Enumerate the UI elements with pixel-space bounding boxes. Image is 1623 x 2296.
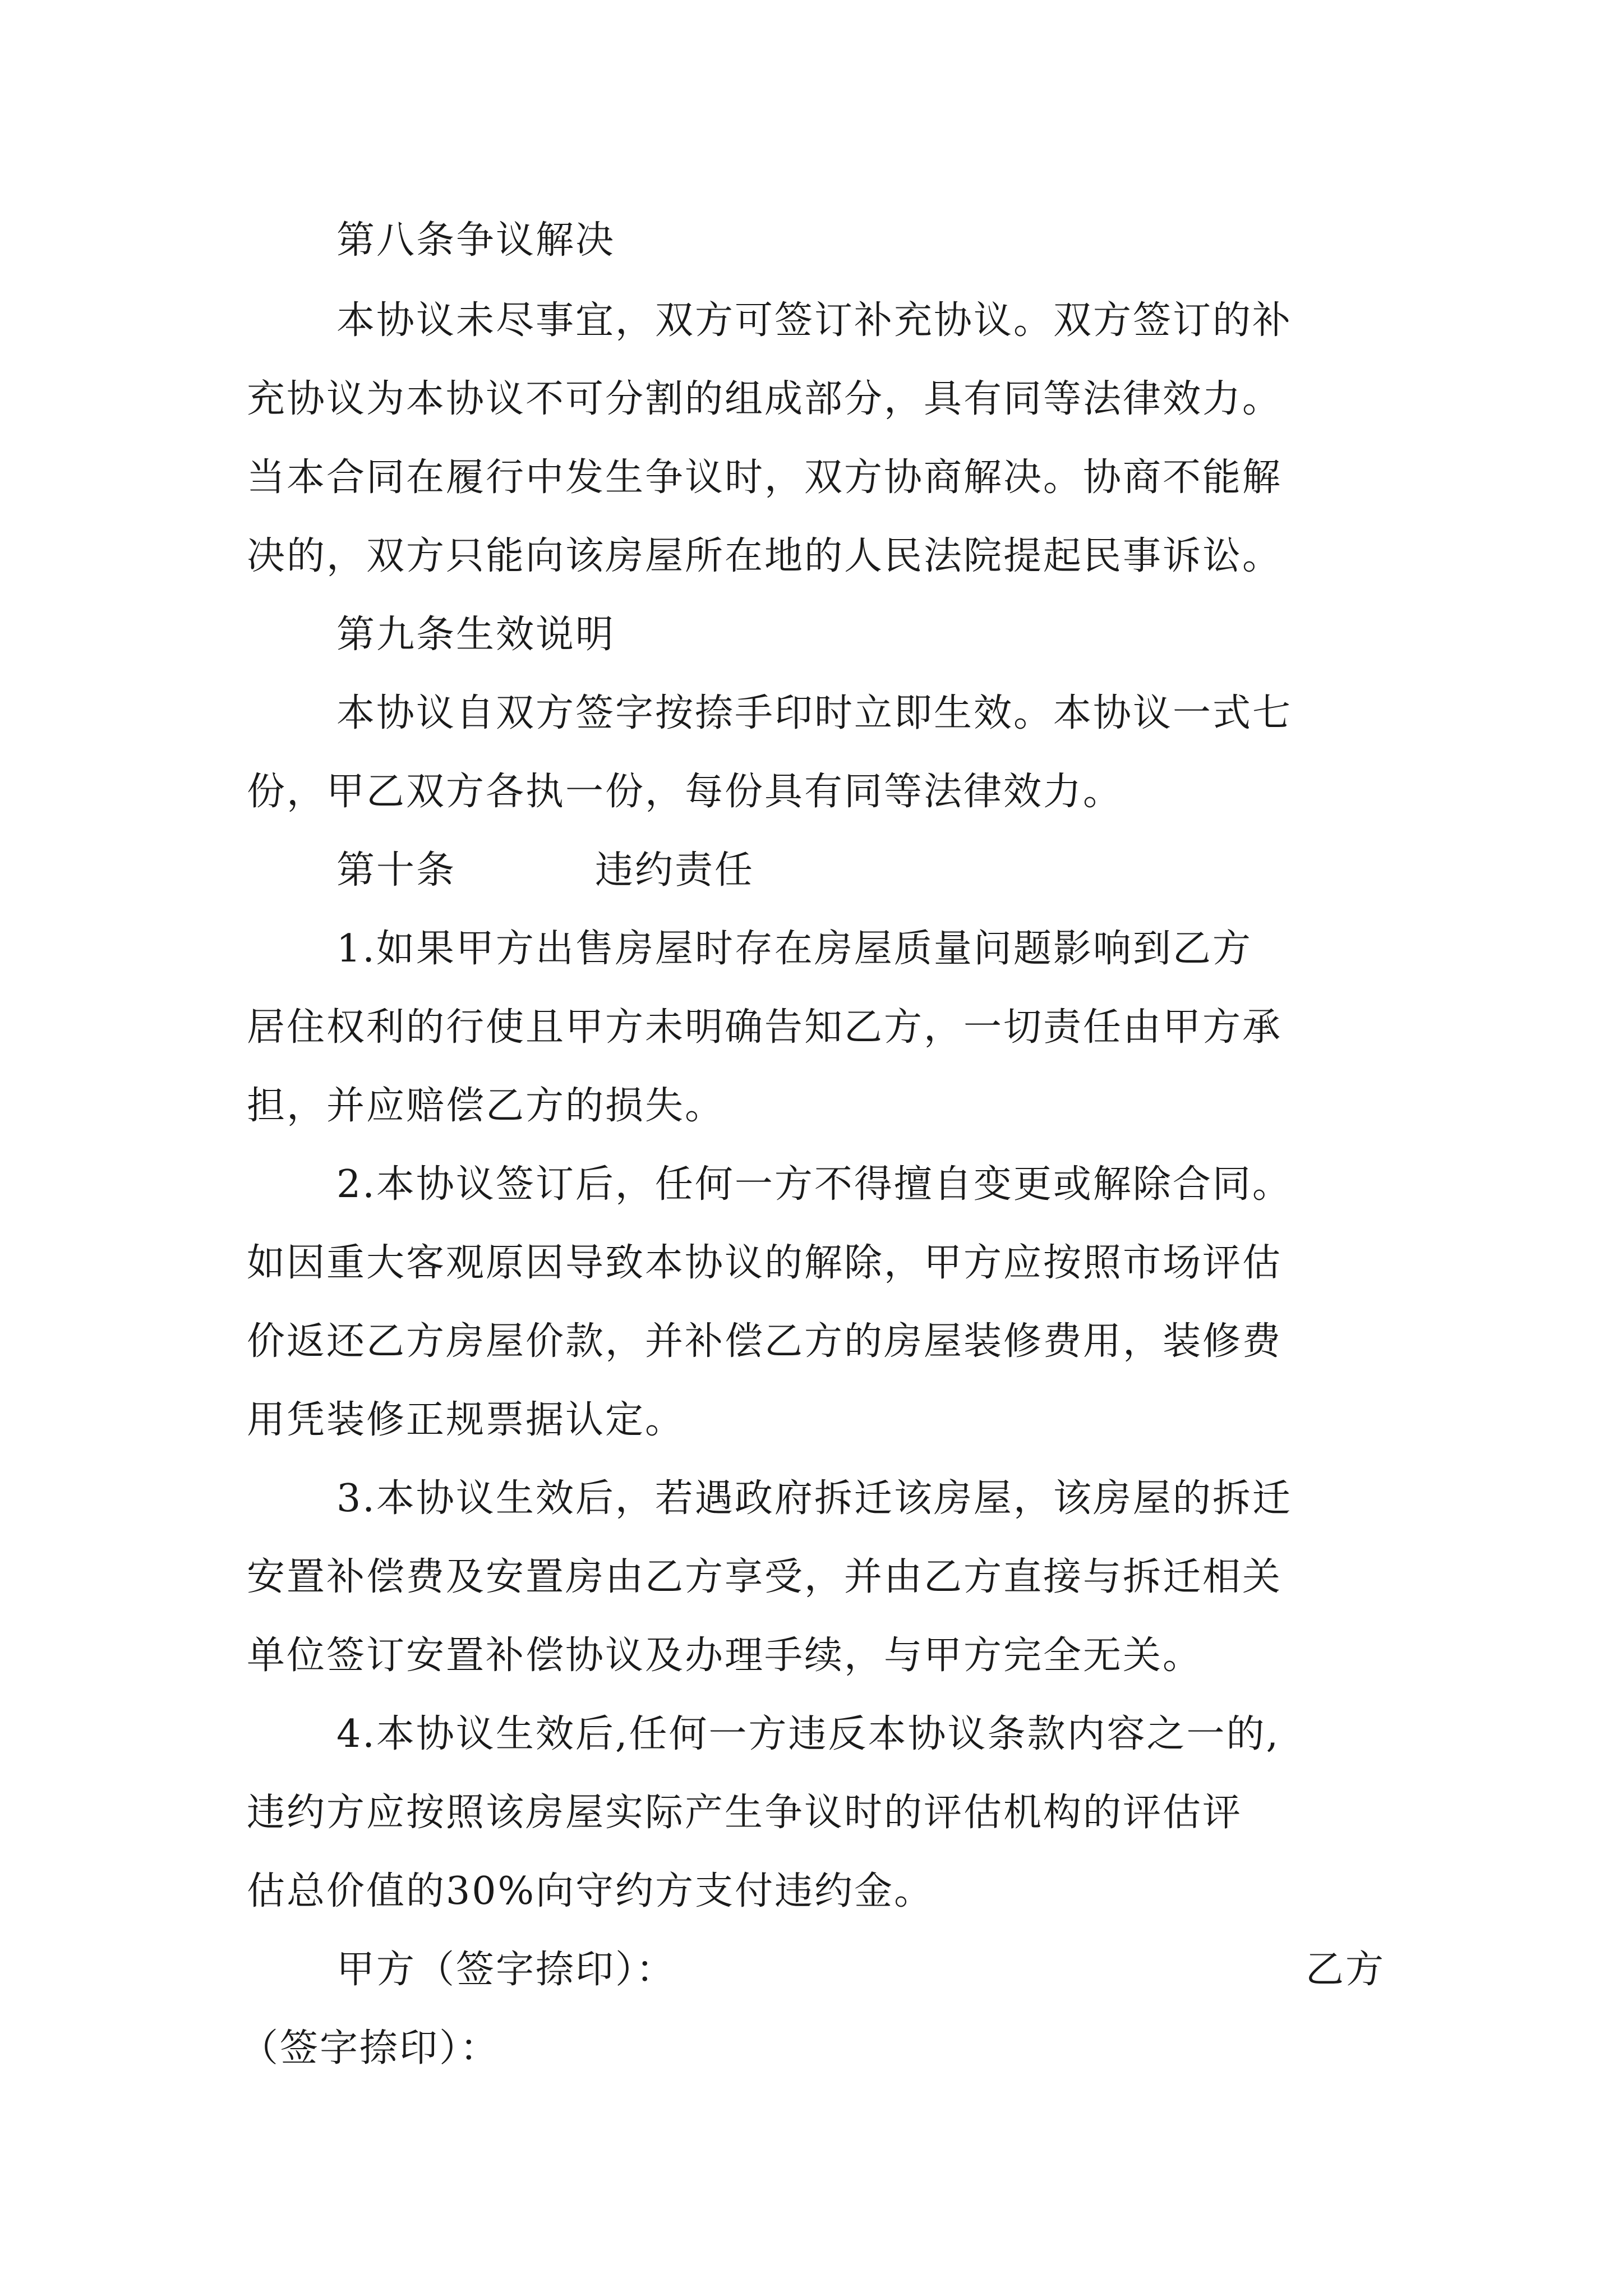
clause2-line-1: 2.本协议签订后，任何一方不得擅自变更或解除合同。 xyxy=(336,1162,1292,1207)
article9-line-2: 份，甲乙双方各执一份，每份具有同等法律效力。 xyxy=(247,770,1123,814)
article9-heading: 第九条生效说明 xyxy=(336,613,616,657)
clause1-line-2: 居住权利的行使且甲方未明确告知乙方，一切责任由甲方承 xyxy=(247,1005,1283,1050)
article8-line-1: 本协议未尽事宜，双方可签订补充协议。双方签订的补 xyxy=(336,298,1293,343)
article10-heading-title: 违约责任 xyxy=(595,848,755,892)
clause4-line-2: 违约方应按照该房屋实际产生争议时的评估机构的评估评 xyxy=(247,1791,1243,1835)
clause2-line-2: 如因重大客观原因导致本协议的解除，甲方应按照市场评估 xyxy=(247,1241,1283,1285)
clause3-line-1: 3.本协议生效后，若遇政府拆迁该房屋，该房屋的拆迁 xyxy=(336,1476,1292,1521)
clause2-line-4: 用凭装修正规票据认定。 xyxy=(247,1398,685,1442)
party-b-signature-label: 乙方 xyxy=(1305,1948,1385,1992)
clause3-line-2: 安置补偿费及安置房由乙方享受，并由乙方直接与拆迁相关 xyxy=(247,1555,1283,1599)
article9-line-1: 本协议自双方签字按捺手印时立即生效。本协议一式七 xyxy=(336,691,1293,735)
clause3-line-3: 单位签订安置补偿协议及办理手续，与甲方完全无关。 xyxy=(247,1634,1203,1678)
clause4-line-1: 4.本协议生效后,任何一方违反本协议条款内容之一的, xyxy=(336,1712,1280,1756)
clause4-line-3: 估总价值的30%向守约方支付违约金。 xyxy=(247,1869,934,1913)
clause1-line-3: 担，并应赔偿乙方的损失。 xyxy=(247,1084,725,1128)
clause1-line-1: 1.如果甲方出售房屋时存在房屋质量问题影响到乙方 xyxy=(336,927,1252,971)
article10-heading-number: 第十条 xyxy=(336,848,457,892)
article10-heading xyxy=(336,848,755,892)
clause2-line-3: 价返还乙方房屋价款，并补偿乙方的房屋装修费用，装修费 xyxy=(247,1319,1283,1364)
article8-line-2: 充协议为本协议不可分割的组成部分，具有同等法律效力。 xyxy=(247,377,1283,421)
article8-line-4: 决的，双方只能向该房屋所在地的人民法院提起民事诉讼。 xyxy=(247,534,1283,578)
party-a-signature-label: 甲方（签字捺印）： xyxy=(336,1948,676,1992)
article8-heading: 第八条争议解决 xyxy=(336,218,616,263)
party-b-signature-label-cont: （签字捺印）： xyxy=(240,2026,500,2070)
article8-line-3: 当本合同在履行中发生争议时，双方协商解决。协商不能解 xyxy=(247,455,1283,500)
